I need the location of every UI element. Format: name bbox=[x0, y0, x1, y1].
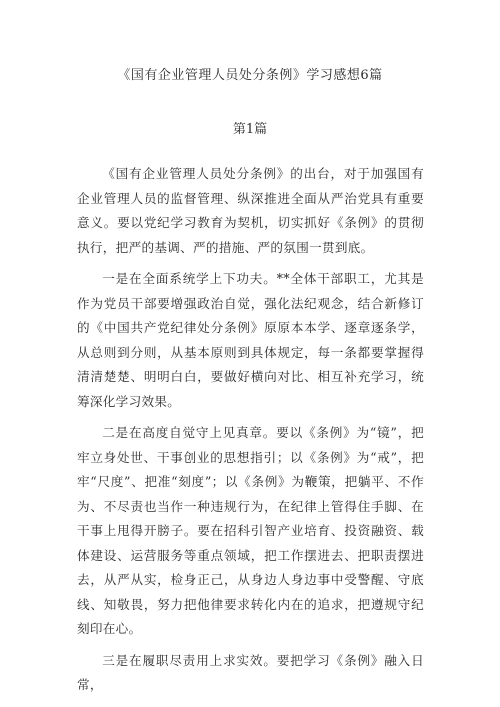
paragraph-point-two: 二是在高度自觉守上见真章。要以《条例》为“镜”，把牢立身处世、干事创业的思想指引；以《条例》为“戒”，把牢“尺度”、把准“刻度”；以《条例》为鞭策，把躺平、不作为、不尽责也当作一种违规行为，在纪律上管得住手脚、在干事上甩得开膀子。要在招科引智产业培育、投资融资、载体建设、运营服务等重点领域，把工作摆进去、把职责摆进去，从严从实，检身正己，从身边人身边事中受警醒、守底线、知敬畏，努力把他律要求转化内在的追求，把遵规守纪刻印在心。 bbox=[77, 425, 424, 636]
paragraph-point-three: 三是在履职尽责用上求实效。要把学习《条例》融入日常， bbox=[77, 652, 424, 692]
paragraph-intro: 《国有企业管理人员处分条例》的出台，对于加强国有企业管理人员的监督管理、纵深推进全面从严治党具有重要意义。要以党纪学习教育为契机，切实抓好《条例》的贯彻执行，把严的基调、严的措施、严的氛围一贯到底。 bbox=[77, 166, 424, 255]
section-heading: 第1篇 bbox=[232, 122, 268, 137]
document-body bbox=[77, 162, 424, 705]
document-title: 《国有企业管理人员处分条例》学习感想6篇 bbox=[117, 68, 383, 83]
paragraph-point-one: 一是在全面系统学上下功夫。**全体干部职工，尤其是作为党员干部要增强政治自觉，强化法纪观念，结合新修订的《中国共产党纪律处分条例》原原本本学、逐章逐条学，从总则到分则，从基本原则到具体规定，每一条都要掌握得清清楚楚、明明白白，要做好横向对比、相互补充学习，统筹深化学习效果。 bbox=[77, 271, 424, 409]
